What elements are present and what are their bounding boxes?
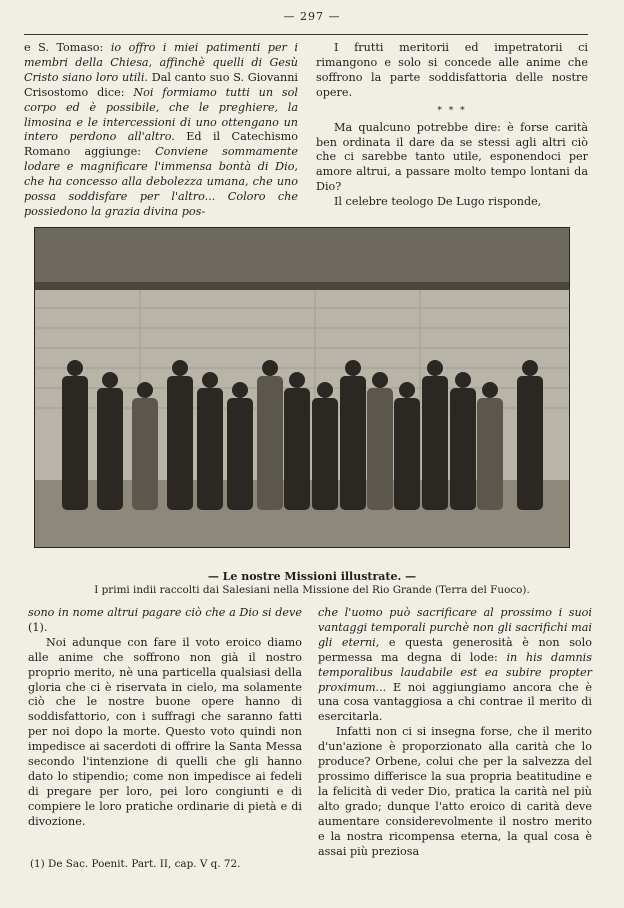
- top-right-paragraph-1: I frutti meritorii ed impetratorii ci rimangono e solo si concede alle anime che soffrono la parte soddisfattoria delle nostre opere.: [316, 41, 588, 99]
- person-body: [367, 388, 393, 510]
- top-left-column: [24, 41, 298, 220]
- top-left-run: io offro i miei patimenti per i membri della Chiesa, affinchè quelli di Gesù Cristo siano loro utili.: [24, 41, 298, 84]
- photo-eave: [35, 282, 569, 290]
- person-head: [345, 360, 361, 376]
- person-head: [455, 372, 471, 388]
- person-head: [522, 360, 538, 376]
- person-body: [197, 388, 223, 510]
- person-head: [372, 372, 388, 388]
- person-head: [262, 360, 278, 376]
- top-right-paragraph-3: Il celebre teologo De Lugo risponde,: [334, 195, 542, 209]
- person-body: [227, 398, 253, 510]
- person-body: [340, 376, 366, 510]
- photo-roof: [35, 228, 569, 286]
- person-head: [427, 360, 443, 376]
- top-left-run: Noi formiamo tutti un sol corpo ed è possibile, che le preghiere, la limosina e le intercessioni di uno ottengano un intero perdono all'altro.: [24, 85, 298, 144]
- bottom-right-lead-italic: che l'uomo può sacrificare al prossimo i suoi vantaggi temporali purchè non gli sacrifichi mai gli eterni,: [318, 606, 592, 649]
- person-head: [102, 372, 118, 388]
- bottom-left-intro: [28, 606, 302, 636]
- top-left-run: Conviene sommamente lodare e magnificare l'immensa bontà di Dio, che ha concesso alla debolezza umana, che uno possa soddisfare per l'altro... Coloro che possiedono la grazia divina pos-: [24, 145, 298, 218]
- mission-photo-illustration: [35, 228, 569, 547]
- page-number: — 297 —: [283, 10, 341, 23]
- bottom-right-lead-end: E noi aggiungiamo ancora che è una cosa vantaggiosa a chi contrae il merito di esercitarla.: [318, 680, 592, 724]
- bottom-right-lead-plain: e questa generosità è non solo permessa ma degna di lode:: [318, 635, 592, 664]
- person-body: [132, 398, 158, 510]
- top-left-run: Dal canto suo S. Giovanni Crisostomo dice:: [24, 70, 298, 99]
- caption-title: — Le nostre Missioni illustrate. —: [207, 570, 417, 583]
- person-body: [422, 376, 448, 510]
- top-right-column: [316, 41, 588, 210]
- person-head: [399, 382, 415, 398]
- person-head: [317, 382, 333, 398]
- bottom-left-paragraph: Noi adunque con fare il voto eroico diamo alle anime che soffrono non già il nostro proprio merito, nè una particella qualsiasi della gloria che ci è riservata in cielo, ma solamente ciò che le nostre buone opere hanno di soddisfattorio, con i suffragi che saranno fatti per noi dopo la morte. Questo voto quindi non impedisce ai sacerdoti di offrire la Santa Messa secondo l'intenzione di quelli che gli hanno dato lo stipendio; come non impedisce ai fedeli di pregare per loro, pei loro congiunti e di compiere le loro pratiche ordinarie di pietà e di divozione.: [28, 635, 302, 828]
- top-right-paragraph-2: Ma qualcuno potrebbe dire: è forse carità ben ordinata il dare da se stessi agli altri ciò che ci sarebbe tanto utile, esponendoci per amore altrui, a passare molto tempo lontani da Dio?: [316, 120, 588, 194]
- bottom-left-column: [28, 606, 302, 830]
- top-left-paragraph: [24, 41, 298, 220]
- footnote: (1) De Sac. Poenit. Part. II, cap. V q. 72.: [30, 858, 241, 870]
- person-head: [232, 382, 248, 398]
- person-body: [517, 376, 543, 510]
- person-head: [67, 360, 83, 376]
- person-head: [482, 382, 498, 398]
- top-left-run: e S. Tomaso:: [24, 41, 111, 54]
- person-body: [167, 376, 193, 510]
- bottom-right-lead: [318, 606, 592, 725]
- bottom-left-intro-tail: (1).: [28, 620, 48, 634]
- person-body: [257, 376, 283, 510]
- person-head: [172, 360, 188, 376]
- person-body: [62, 376, 88, 510]
- person-body: [477, 398, 503, 510]
- person-body: [450, 388, 476, 510]
- person-head: [289, 372, 305, 388]
- section-stars: * * *: [437, 105, 467, 116]
- caption-subtitle: I primi indii raccolti dai Salesiani nella Missione del Rio Grande (Terra del Fuoco).: [94, 584, 530, 596]
- person-body: [97, 388, 123, 510]
- bottom-right-paragraph-2: Infatti non ci si insegna forse, che il merito d'un'azione è proporzionato alla carità che lo produce? Orbene, colui che per la salvezza del prossimo differisce la sua propria beatitudine e la felicità di veder Dio, pratica la carità nel più alto grado; dunque l'atto eroico di carità deve aumentare considerevolmente il nostro merito e la nostra ricompensa eterna, la qual cosa è assai più preziosa: [318, 725, 592, 858]
- bottom-left-intro-italic: sono in nome altrui pagare ciò che a Dio si deve: [28, 606, 302, 619]
- person-body: [312, 398, 338, 510]
- person-head: [137, 382, 153, 398]
- header-rule: [24, 34, 588, 35]
- person-body: [394, 398, 420, 510]
- person-body: [284, 388, 310, 510]
- person-head: [202, 372, 218, 388]
- mission-photo: [34, 227, 570, 548]
- bottom-right-column: [318, 606, 592, 859]
- bottom-right-latin: in his damnis temporalibus laudabile est ea subire propter proximum...: [318, 650, 592, 694]
- top-left-run: Ed il Catechismo Romano aggiunge:: [24, 130, 298, 159]
